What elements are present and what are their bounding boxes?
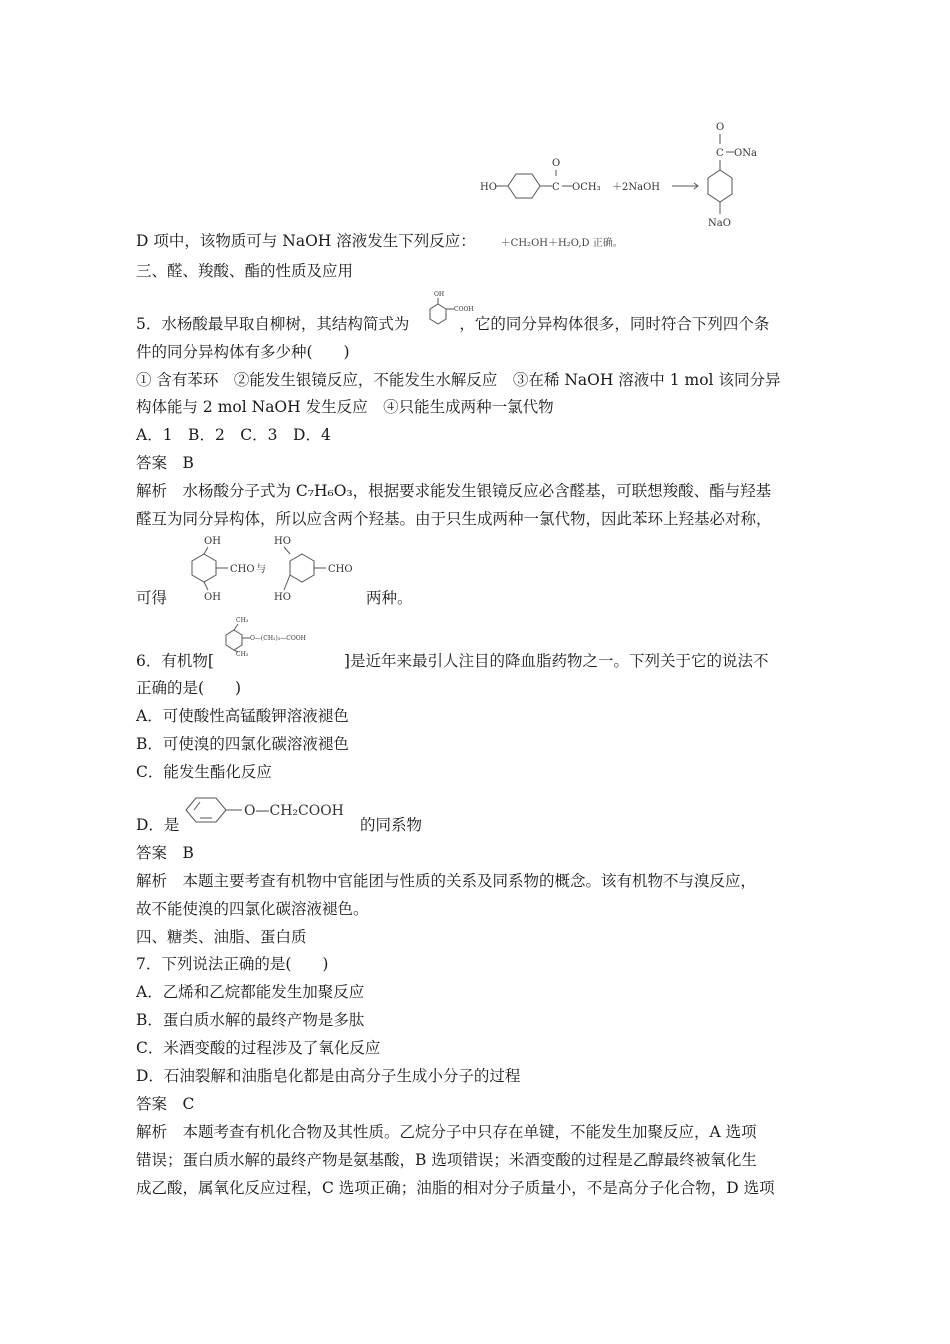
iso1-oh-bottom: OH xyxy=(204,592,221,603)
and-word: 与 xyxy=(256,564,266,575)
q6-option-c: C．能发生酯化反应 xyxy=(136,763,272,781)
q5-explanation-1: 解析 水杨酸分子式为 C₇H₆O₃，根据要求能发生银镜反应必含醛基，可联想羧酸、酯与羟基 xyxy=(136,482,772,500)
q6-text-b: ]是近年来最引人注目的降血脂药物之一。下列关于它的说法不 xyxy=(343,652,769,670)
q6-text-a: 6．有机物[ xyxy=(136,652,214,670)
q6-option-a: A．可使酸性高锰酸钾溶液褪色 xyxy=(136,707,349,725)
product-nao: NaO xyxy=(708,218,731,229)
iso1-cho: CHO xyxy=(230,564,255,575)
q5-text-b: ，它的同分异构体很多，同时符合下列四个条 xyxy=(459,315,770,333)
product-ona: ONa xyxy=(734,148,757,159)
q7-option-a: A．乙烯和乙烷都能发生加聚反应 xyxy=(136,983,365,1001)
q7-option-b: B．蛋白质水解的最终产物是多肽 xyxy=(136,1011,365,1029)
q6-d-label: D．是 xyxy=(136,816,180,834)
q5-line3: ① 含有苯环 ②能发生银镜反应，不能发生水解反应 ③在稀 NaOH 溶液中 1 mol 该同分异 xyxy=(136,371,781,389)
q5-answer: 答案 B xyxy=(136,454,194,472)
drug-ch3-bottom: CH₃ xyxy=(236,651,249,656)
line-d-reaction xyxy=(136,230,623,255)
q7-explanation-3: 成乙酸，属氧化反应过程，C 选项正确；油脂的相对分子质量小，不是高分子化合物，D 选项 xyxy=(136,1179,775,1197)
q7-option-d: D．石油裂解和油脂皂化都是由高分子生成小分子的过程 xyxy=(136,1067,521,1085)
iso1-oh-top: OH xyxy=(204,536,221,547)
salicylic-acid-structure xyxy=(428,288,478,328)
salicylic-cooh: COOH xyxy=(454,306,474,313)
iso2-ho-bottom: HO xyxy=(274,592,291,603)
q5-options: A．1 B．2 C．3 D．4 xyxy=(136,426,331,444)
ester-carbon: C xyxy=(552,182,560,193)
section-heading-4: 四、糖类、油脂、蛋白质 xyxy=(136,928,307,946)
q5-line2: 件的同分异构体有多少种( ) xyxy=(136,343,350,361)
iso2-ho-top: HO xyxy=(274,536,291,547)
product-carbon: C xyxy=(716,148,724,159)
phenoxyacetic-structure xyxy=(180,792,365,832)
q6-option-b: B．可使溴的四氯化碳溶液褪色 xyxy=(136,735,349,753)
q6-explanation-2: 故不能使溴的四氯化碳溶液褪色。 xyxy=(136,900,369,918)
drug-ch3-top: CH₃ xyxy=(236,617,249,624)
salicylic-oh: OH xyxy=(434,291,445,298)
reaction-tail: ＋CH₂OH＋H₂O,D 正确。 xyxy=(500,238,623,249)
isomer-structures xyxy=(168,534,368,604)
q5-explanation-2: 醛互为同分异构体，所以应含两个羟基。由于只生成两种一氯代物，因此苯环上羟基必对称， xyxy=(136,510,772,528)
plus-naoh: ＋2NaOH xyxy=(612,182,660,193)
iso2-cho: CHO xyxy=(328,564,353,575)
q6-line1 xyxy=(136,650,768,672)
q7-stem: 7．下列说法正确的是( ) xyxy=(136,955,329,973)
reactant-ho: HO xyxy=(480,182,497,193)
naoh-reaction-scheme xyxy=(476,118,776,234)
phenoxy-chain: O—CH₂COOH xyxy=(244,803,344,819)
carbonyl-oxygen: O xyxy=(552,158,561,169)
product-oxygen: O xyxy=(716,122,725,133)
ester-group: OCH₃ xyxy=(572,182,601,193)
q5-line4: 构体能与 2 mol NaOH 发生反应 ④只能生成两种一氯代物 xyxy=(136,398,554,416)
q6-answer: 答案 B xyxy=(136,844,194,862)
section-heading-3: 三、醛、羧酸、酯的性质及应用 xyxy=(136,262,354,280)
q5-keyi: 可得 xyxy=(136,589,168,607)
q6-option-d xyxy=(136,814,423,836)
d-item-text: D 项中，该物质可与 NaOH 溶液发生下列反应： xyxy=(136,232,476,250)
q7-explanation-2: 错误；蛋白质水解的最终产物是氨基酸，B 选项错误；米酒变酸的过程是乙醇最终被氧化生 xyxy=(136,1151,757,1169)
q6-line2: 正确的是( ) xyxy=(136,679,242,697)
q7-answer: 答案 C xyxy=(136,1095,195,1113)
q6-d-suffix: 的同系物 xyxy=(360,816,423,834)
drug-chain: O—(CH₂)₃—COOH xyxy=(250,635,306,642)
q6-explanation-1: 解析 本题主要考查有机物中官能团与性质的关系及同系物的概念。该有机物不与溴反应， xyxy=(136,872,757,890)
q7-explanation-1: 解析 本题考查有机化合物及其性质。乙烷分子中只存在单键，不能发生加聚反应，A 选项 xyxy=(136,1123,757,1141)
q5-text-a: 5．水杨酸最早取自柳树，其结构简式为 xyxy=(136,315,410,333)
q7-option-c: C．米酒变酸的过程涉及了氧化反应 xyxy=(136,1039,381,1057)
q5-two-kinds: 两种。 xyxy=(366,589,413,607)
